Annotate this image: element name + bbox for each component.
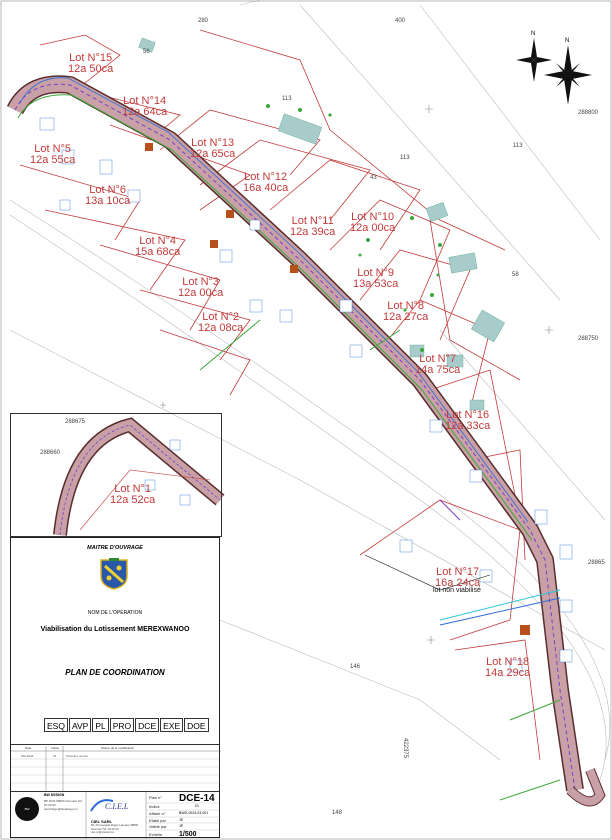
phase-esq: ESQ bbox=[44, 718, 68, 732]
rev-date: Mai 2024 bbox=[21, 754, 34, 758]
phase-doe: DOE bbox=[184, 718, 208, 732]
lot-label: Lot N°6 13a 10ca bbox=[85, 184, 131, 207]
lot-label: Lot N°8 12a 27ca bbox=[383, 300, 429, 323]
plan-title: PLAN DE COORDINATION bbox=[65, 668, 165, 677]
lot-label: Lot N°12 16a 40ca bbox=[243, 171, 289, 194]
valide-label: Validé par bbox=[149, 824, 167, 829]
designer-info: BP 2044 98846 Nouméa Tél: 00 00 00 saccharge@bwdesign.nc bbox=[44, 799, 83, 811]
nom-operation-label: NOM DE L'OPERATION bbox=[87, 610, 143, 616]
rev-nature: Première remise bbox=[66, 754, 89, 758]
coat-of-arms-icon bbox=[99, 558, 129, 590]
parcel-number: 113 bbox=[513, 143, 523, 149]
parcel-number: 148 bbox=[332, 810, 343, 816]
designer-name: BW DESIGN bbox=[44, 793, 65, 797]
phase-pro: PRO bbox=[110, 718, 134, 732]
north-arrow-icon bbox=[516, 31, 592, 105]
phase-dce: DCE bbox=[135, 718, 159, 732]
bureau-name: CIEL SARL bbox=[91, 819, 113, 824]
coord-label: 288750 bbox=[578, 336, 599, 342]
lot-label: Lot N°3 12a 00ca bbox=[178, 276, 224, 299]
lot-label: Lot N°13 12a 65ca bbox=[190, 137, 236, 160]
lot-label: Lot N°11 12a 39ca bbox=[290, 215, 336, 238]
affaire-value: BWD-0024-03-001 bbox=[179, 811, 209, 815]
lot-label: Lot N°10 12a 00ca bbox=[350, 211, 396, 234]
title-block bbox=[10, 537, 220, 838]
revision-table bbox=[11, 746, 219, 791]
operation-title: Viabilisation du Lotissement MEREXWANOO bbox=[40, 626, 190, 633]
lot-label: Lot N°17 16a 24ca bbox=[435, 566, 481, 589]
svg-text:N: N bbox=[565, 38, 570, 44]
svg-text:C.I.E.L: C.I.E.L bbox=[105, 802, 129, 811]
parcel-number: 58 bbox=[512, 272, 519, 278]
parcel-number: 56 bbox=[143, 49, 150, 55]
lot-label: Lot N°18 14a 29ca bbox=[485, 656, 531, 679]
maitre-ouvrage-label: MAITRE D'OUVRAGE bbox=[87, 545, 143, 551]
coord-label: 28865 bbox=[588, 560, 605, 566]
rev-header-date: Date bbox=[25, 746, 32, 750]
lot-label: Lot N°2 12a 08ca bbox=[198, 311, 244, 334]
lot-label: Lot N°1 12a 52ca bbox=[110, 483, 156, 506]
coord-label: 288800 bbox=[578, 110, 599, 116]
phase-pl: PL bbox=[92, 718, 108, 732]
phase-boxes bbox=[44, 718, 210, 732]
parcel-number: 113 bbox=[282, 96, 292, 102]
lot-label: Lot N°16 12a 33ca bbox=[445, 409, 491, 432]
inset-frame bbox=[10, 413, 222, 537]
network-laterals bbox=[200, 320, 560, 800]
indice-value: 01 bbox=[195, 804, 199, 808]
rev-header-indice: Indice bbox=[51, 746, 60, 750]
divider bbox=[11, 744, 219, 745]
lot-label: Lot N°4 15a 68ca bbox=[135, 235, 181, 258]
svg-text:N: N bbox=[531, 31, 536, 37]
affaire-label: Affaire n° bbox=[149, 811, 166, 816]
lot-label: Lot N°9 13a 53ca bbox=[353, 267, 399, 290]
lot-non-viabilise-label: lot non viabilisé bbox=[433, 587, 481, 594]
coord-label: 288660 bbox=[40, 450, 61, 456]
lot-label: Lot N°14 12a 64ca bbox=[122, 95, 168, 118]
title-block-footer bbox=[11, 791, 219, 839]
coord-label: 422375 bbox=[402, 738, 408, 759]
coord-label: 288675 bbox=[65, 419, 86, 425]
plan-number-label: Plan n° bbox=[149, 795, 162, 800]
phase-avp: AVP bbox=[69, 718, 91, 732]
echelle-value: 1/500 bbox=[179, 831, 197, 838]
parcel-number: 43 bbox=[370, 175, 377, 181]
phase-exe: EXE bbox=[160, 718, 183, 732]
coord-label: 400 bbox=[395, 18, 406, 24]
footer-grid bbox=[11, 791, 221, 839]
rev-indice: 01 bbox=[53, 754, 57, 758]
rev-header-nature: Nature de la modification bbox=[101, 746, 135, 750]
coord-label: 280 bbox=[198, 18, 209, 24]
bw-design-logo: BW bbox=[15, 797, 39, 821]
etabli-value: JE bbox=[179, 818, 184, 822]
valide-value: JE bbox=[179, 824, 184, 828]
echelle-label: Echelle bbox=[149, 832, 163, 837]
plan-number: DCE-14 bbox=[179, 793, 215, 804]
lot-label: Lot N°7 14a 75ca bbox=[415, 353, 461, 376]
lot-label: Lot N°5 12a 55ca bbox=[30, 143, 76, 166]
parcel-number: 113 bbox=[400, 155, 410, 161]
bureau-info: 66, Promenade Roger Laroque 98800 Nouméa Tél: 00 00 00 ciel.nc@cielsarl.nc bbox=[91, 823, 139, 834]
parcel-number: 146 bbox=[350, 664, 361, 670]
indice-label: Indice bbox=[149, 804, 160, 809]
etabli-label: Etabli par bbox=[149, 818, 166, 823]
revision-grid bbox=[11, 746, 221, 791]
lot-label: Lot N°15 12a 50ca bbox=[68, 52, 114, 75]
